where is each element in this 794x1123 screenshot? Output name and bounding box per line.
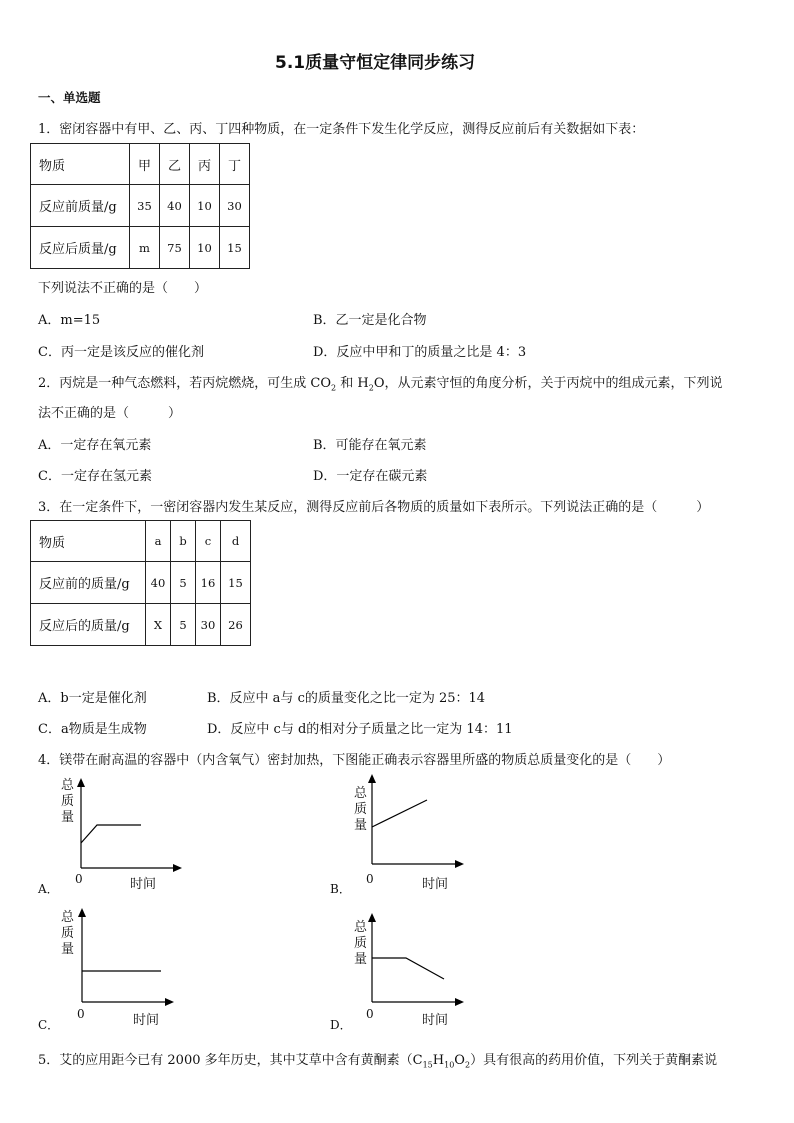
graph-b-origin: 0	[366, 872, 374, 886]
curve-b	[372, 800, 427, 827]
question-2-option-c[interactable]: C．一定存在氢元素	[38, 469, 152, 484]
table-row	[31, 144, 250, 185]
graph-c	[55, 900, 195, 1015]
graph-d-ylabel: 总质量	[354, 920, 368, 967]
question-1-option-c[interactable]: C．丙一定是该反应的催化剂	[38, 345, 204, 360]
table-row	[31, 604, 251, 646]
table-cell: a	[146, 521, 171, 562]
graph-a-ylabel: 总质量	[61, 778, 75, 825]
table-cell: 16	[196, 562, 221, 604]
table-cell: 反应后的质量/g	[31, 604, 146, 646]
x-axis-arrow-icon	[165, 998, 174, 1006]
graph-d-origin: 0	[366, 1007, 374, 1021]
question-4-option-b[interactable]: B．	[330, 882, 351, 896]
section-heading: 一、单选题	[38, 90, 101, 105]
table-cell: b	[171, 521, 196, 562]
graph-c-origin: 0	[77, 1007, 85, 1021]
question-1-table	[30, 143, 250, 269]
question-1-option-d[interactable]: D．反应中甲和丁的质量之比是 4：3	[313, 345, 527, 360]
curve-a	[81, 825, 141, 843]
table-cell: d	[221, 521, 251, 562]
table-cell: 10	[190, 185, 220, 227]
table-cell: 乙	[160, 144, 190, 185]
graph-c-xlabel: 时间	[133, 1013, 160, 1028]
x-axis-arrow-icon	[455, 860, 464, 868]
table-cell: 甲	[130, 144, 160, 185]
graph-a-xlabel: 时间	[130, 877, 157, 892]
table-cell: 40	[146, 562, 171, 604]
table-row	[31, 227, 250, 269]
table-cell: 丁	[220, 144, 250, 185]
table-cell: X	[146, 604, 171, 646]
table-cell: 5	[171, 604, 196, 646]
table-cell: 30	[196, 604, 221, 646]
table-cell: 5	[171, 562, 196, 604]
question-4-text: 4．镁带在耐高温的容器中（内含氧气）密封加热，下图能正确表示容器里所盛的物质总质量变化的是（ ）	[38, 753, 671, 768]
question-1-option-b[interactable]: B．乙一定是化合物	[313, 313, 427, 328]
question-1-text: 1．密闭容器中有甲、乙、丙、丁四种物质，在一定条件下发生化学反应，测得反应前后有关数据如下表：	[38, 122, 645, 137]
table-cell: 10	[190, 227, 220, 269]
question-4-option-c[interactable]: C．	[38, 1018, 60, 1032]
question-3-option-d[interactable]: D．反应中 c与 d的相对分子质量之比一定为 14：11	[207, 722, 513, 737]
graph-d-xlabel: 时间	[422, 1013, 449, 1028]
graph-b-ylabel: 总质量	[354, 786, 368, 833]
table-cell: c	[196, 521, 221, 562]
table-cell: 反应前的质量/g	[31, 562, 146, 604]
question-4-option-a[interactable]: A．	[38, 882, 59, 896]
y-axis-arrow-icon	[77, 778, 85, 787]
question-2-option-a[interactable]: A．一定存在氧元素	[38, 438, 152, 453]
table-cell: 丙	[190, 144, 220, 185]
y-axis-arrow-icon	[78, 908, 86, 917]
table-cell: 30	[220, 185, 250, 227]
graph-a-origin: 0	[75, 872, 83, 886]
x-axis-arrow-icon	[173, 864, 182, 872]
table-cell: 反应后质量/g	[31, 227, 130, 269]
page-title: 5.1质量守恒定律同步练习	[275, 53, 476, 73]
x-axis-arrow-icon	[455, 998, 464, 1006]
table-row	[31, 521, 251, 562]
question-2-option-d[interactable]: D．一定存在碳元素	[313, 469, 428, 484]
table-cell: 物质	[31, 521, 146, 562]
table-cell: 15	[220, 227, 250, 269]
graph-c-ylabel: 总质量	[61, 910, 75, 957]
question-2-text-line1: 2．丙烷是一种气态燃料，若丙烷燃烧，可生成 $CO_2$ 和 $H_2O$，从元素守恒的角度分析，关于丙烷中的组成元素，下列说	[38, 376, 723, 393]
curve-d	[372, 958, 444, 979]
question-3-table	[30, 520, 251, 646]
table-row	[31, 185, 250, 227]
table-cell: 26	[221, 604, 251, 646]
question-1-prompt: 下列说法不正确的是（ ）	[38, 281, 208, 296]
question-4-option-d[interactable]: D．	[330, 1018, 352, 1032]
table-cell: 物质	[31, 144, 130, 185]
question-5-text: 5．艾的应用距今已有 2000 多年历史，其中艾草中含有黄酮素$(C_{15}H_{10}O_2)$具有很高的药用价值，下列关于黄酮素说	[38, 1053, 718, 1070]
y-axis-arrow-icon	[368, 774, 376, 783]
table-cell: 40	[160, 185, 190, 227]
question-3-option-b[interactable]: B．反应中 a与 c的质量变化之比一定为 25：14	[207, 691, 486, 706]
table-cell: 15	[221, 562, 251, 604]
question-3-text: 3．在一定条件下，一密闭容器内发生某反应，测得反应前后各物质的质量如下表所示。下列说法正确的是（ ）	[38, 500, 710, 515]
y-axis-arrow-icon	[368, 913, 376, 922]
question-1-option-a[interactable]: A．m=15	[38, 313, 101, 328]
table-cell: 反应前质量/g	[31, 185, 130, 227]
question-2-text-line2: 法不正确的是（ ）	[38, 406, 182, 421]
question-2-option-b[interactable]: B．可能存在氧元素	[313, 438, 427, 453]
question-3-option-a[interactable]: A．b一定是催化剂	[38, 691, 147, 706]
table-cell: 75	[160, 227, 190, 269]
table-cell: 35	[130, 185, 160, 227]
table-cell: m	[130, 227, 160, 269]
table-row	[31, 562, 251, 604]
question-3-option-c[interactable]: C．a物质是生成物	[38, 722, 147, 737]
graph-b-xlabel: 时间	[422, 877, 449, 892]
